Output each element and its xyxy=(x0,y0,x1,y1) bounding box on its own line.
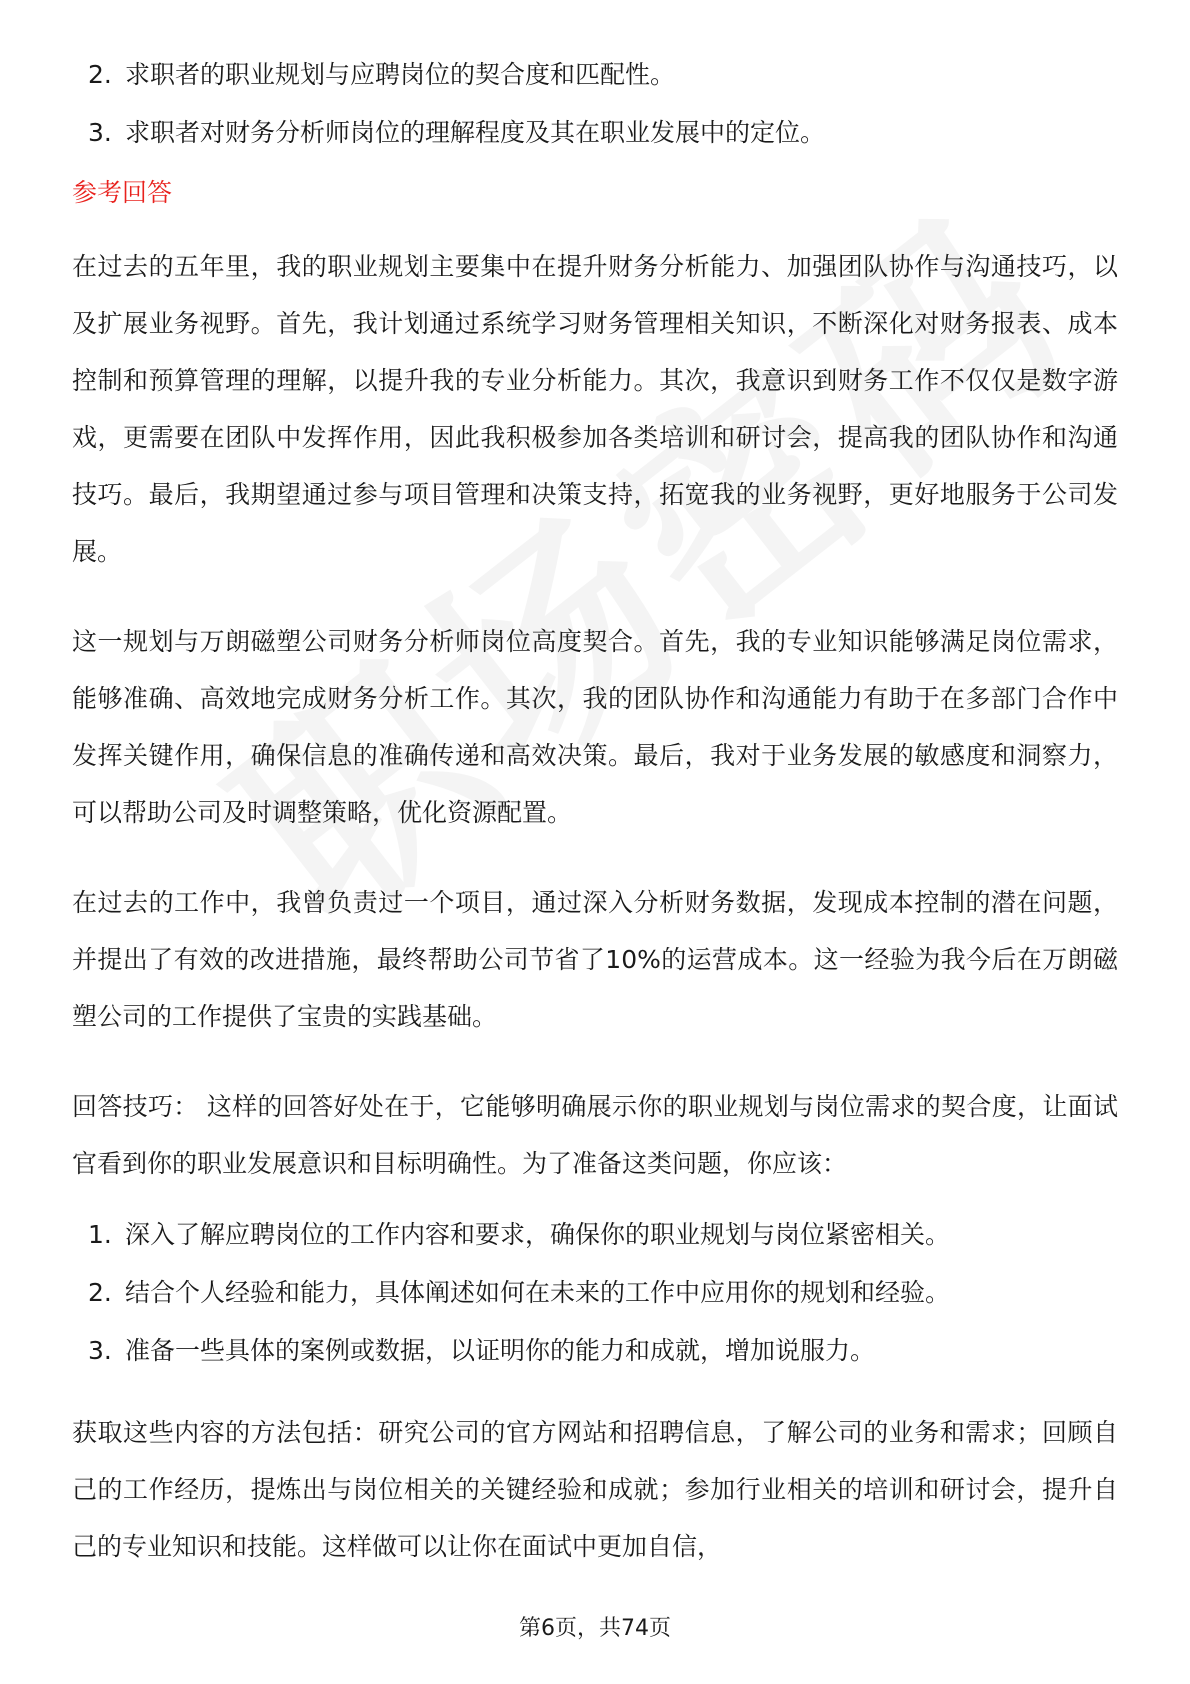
answer-paragraph: 在过去的工作中，我曾负责过一个项目，通过深入分析财务数据，发现成本控制的潜在问题，并提出了有效的改进措施，最终帮助公司节省了10%的运营成本。这一经验为我今后在万朗磁塑公司的工作提供了宝贵的实践基础。 xyxy=(72,888,1118,1031)
tips-list xyxy=(72,1220,1118,1366)
list-number: 2. xyxy=(88,1278,112,1307)
tips-paragraph: 回答技巧： 这样的回答好处在于，它能够明确展示你的职业规划与岗位需求的契合度，让面试官看到你的职业发展意识和目标明确性。为了准备这类问题，你应该： xyxy=(72,1092,1118,1178)
answer-paragraph: 这一规划与万朗磁塑公司财务分析师岗位高度契合。首先，我的专业知识能够满足岗位需求，能够准确、高效地完成财务分析工作。其次，我的团队协作和沟通能力有助于在多部门合作中发挥关键作用，确保信息的准确传递和高效决策。最后，我对于业务发展的敏感度和洞察力，可以帮助公司及时调整策略，优化资源配置。 xyxy=(72,627,1118,827)
closing-paragraph: 获取这些内容的方法包括：研究公司的官方网站和招聘信息，了解公司的业务和需求；回顾自己的工作经历，提炼出与岗位相关的关键经验和成就；参加行业相关的培训和研讨会，提升自己的专业知识和技能。这样做可以让你在面试中更加自信， xyxy=(72,1418,1118,1561)
list-number: 1. xyxy=(88,1220,112,1249)
list-item xyxy=(72,60,1118,90)
list-number: 3. xyxy=(88,118,112,147)
list-text: 求职者的职业规划与应聘岗位的契合度和匹配性。 xyxy=(125,60,676,89)
list-item xyxy=(72,1278,1118,1308)
list-item xyxy=(72,1220,1118,1250)
criteria-list xyxy=(72,60,1118,148)
page-footer: 第6页，共74页 xyxy=(519,1616,671,1641)
list-text: 结合个人经验和能力，具体阐述如何在未来的工作中应用你的规划和经验。 xyxy=(125,1278,951,1307)
page-content xyxy=(72,60,1118,1608)
list-text: 求职者对财务分析师岗位的理解程度及其在职业发展中的定位。 xyxy=(125,118,826,147)
list-item xyxy=(72,1336,1118,1366)
list-text: 深入了解应聘岗位的工作内容和要求，确保你的职业规划与岗位紧密相关。 xyxy=(125,1220,951,1249)
list-number: 3. xyxy=(88,1336,112,1365)
answer-paragraph: 在过去的五年里，我的职业规划主要集中在提升财务分析能力、加强团队协作与沟通技巧，以及扩展业务视野。首先，我计划通过系统学习财务管理相关知识，不断深化对财务报表、成本控制和预算管理的理解，以提升我的专业分析能力。其次，我意识到财务工作不仅仅是数字游戏，更需要在团队中发挥作用，因此我积极参加各类培训和研讨会，提高我的团队协作和沟通技巧。最后，我期望通过参与项目管理和决策支持，拓宽我的业务视野，更好地服务于公司发展。 xyxy=(72,252,1118,566)
list-number: 2. xyxy=(88,60,112,89)
list-text: 准备一些具体的案例或数据，以证明你的能力和成就，增加说服力。 xyxy=(125,1336,876,1365)
list-item xyxy=(72,118,1118,148)
section-title: 参考回答 xyxy=(72,178,173,207)
